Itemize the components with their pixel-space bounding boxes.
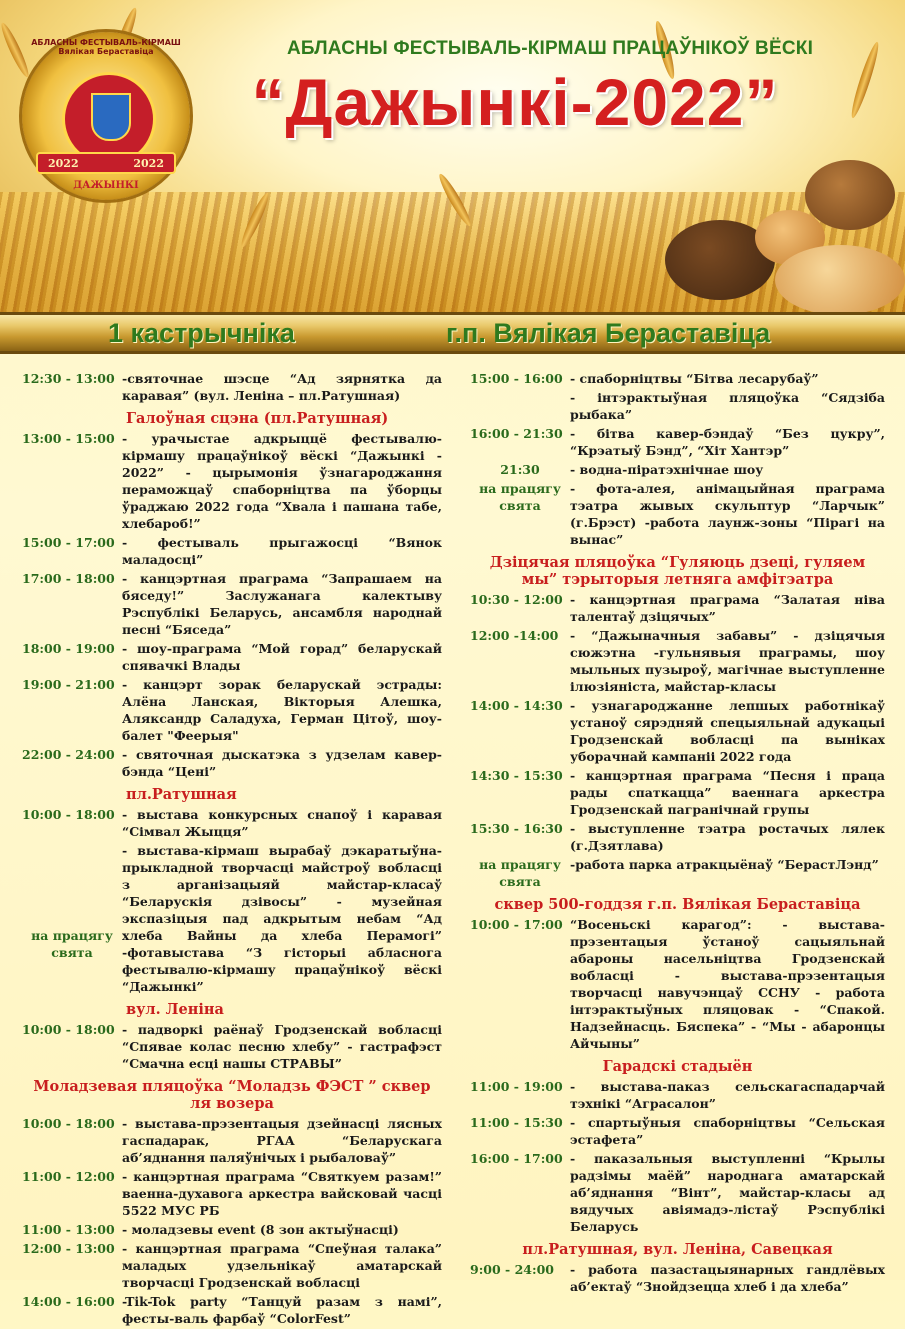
event-date: 1 кастрычніка: [108, 318, 295, 348]
section-heading: Дзіцячая пляцоўка “Гуляюць дзеці, гуляем мы” тэрыторыя летняга амфітэатра: [489, 554, 866, 588]
schedule-desc: - выстава конкурсных снапоў і каравая “Сімвал Жыцця”: [122, 807, 442, 839]
schedule-time: 14:00 - 16:00: [22, 1294, 115, 1309]
schedule-desc: - святочная дыскатэка з удзелам кавер-бэнда “Цені”: [122, 747, 442, 779]
event-place: г.п. Вялікая Бераставіца: [446, 318, 771, 348]
schedule-desc: “Восеньскі карагод”: - выстава-прэзентацыя ўстаноў сацыяльнай абароны насельніцтва Гродзенскай вобласці - выстава-прэзентацыя творчасці навучэнцаў ССНУ - работа інтэрактыўных пляцовак - “Спакой. Надзейнасць. Бяспека” - “Мы - абаронцы Айчыны”: [570, 917, 885, 1051]
schedule-desc: - фестываль прыгажосці “Вянок маладосці”: [122, 535, 442, 567]
schedule-row: [22, 1168, 442, 1219]
schedule-time: 10:00 - 18:00: [22, 1022, 115, 1037]
schedule-desc: - урачыстае адкрыццё фестывалю-кірмашу працаўнікоў вёскі “Дажынкі - 2022” - цырымонія ўзнагароджання пераможцаў спаборніцтва па ўборцы ўраджаю 2022 года “Хвала і пашана табе, хлебароб!”: [122, 431, 442, 531]
bread-basket-image: [645, 150, 905, 310]
schedule-time: 12:00 -14:00: [470, 628, 559, 643]
schedule-time: 14:00 - 14:30: [470, 698, 563, 713]
schedule-desc: - выступленне тэатра ростачых лялек (г.Дзятлава): [570, 821, 885, 853]
section-heading: пл.Ратушная: [126, 786, 237, 803]
schedule-desc: - канцэрт зорак беларускай эстрады: Алёна Ланская, Вікторыя Алешка, Аляксандр Саладуха, Герман Цітоў, шоу-балет "Феерыя": [122, 677, 442, 743]
schedule-desc: - выстава-прэзентацыя дзейнасці лясных гаспадарак, РГАА “Беларускага аб’яднання паляўнічых і рыбаловаў”: [122, 1116, 442, 1165]
schedule-row: [470, 1078, 885, 1112]
schedule-row: [470, 1150, 885, 1235]
schedule-row: [22, 1115, 442, 1166]
schedule-time: 21:30: [500, 462, 540, 477]
schedule-left-column: [22, 370, 442, 1329]
festival-title: “Дажынкі-2022”: [251, 65, 779, 139]
festival-emblem: [22, 32, 190, 200]
schedule-time: 15:00 - 16:00: [470, 371, 563, 386]
schedule-time: 18:00 - 19:00: [22, 641, 115, 656]
schedule-desc: - выстава-кірмаш вырабаў дэкаратыўна-прыкладной творчасці майстроў вобласці з арганізацыяй майстар-класаў “Беларускія дзівосы” - музейная экспазіцыя пад адкрытым небам “Ад хлеба Вайны да хлеба Перамогі” -фотавыстава “З гісторыі абласнога фестывалю-кірмашу працаўнікоў вёскі “Дажынкі”: [122, 843, 442, 994]
schedule-desc: - работа пазастацыянарных гандлёвых аб’ектаў “Знойдзецца хлеб і да хлеба”: [570, 1262, 885, 1294]
schedule-desc: -работа парка атракцыёнаў “БерастЛэнд”: [570, 857, 879, 872]
schedule-time: на працягу свята: [479, 481, 561, 513]
emblem-name: ДАЖЫНКІ: [73, 180, 139, 191]
emblem-ribbon: [36, 152, 176, 174]
coat-of-arms-icon: [91, 93, 131, 141]
schedule-desc: - канцэртная праграма “Залатая ніва талентаў дзіцячых”: [570, 592, 885, 624]
schedule-row: [22, 1021, 442, 1072]
schedule-time: 11:00 - 13:00: [22, 1222, 115, 1237]
schedule-desc: - канцэртная праграма “Святкуем разам!” ваенна-духавога аркестра вайсковай часці 5522 МУС РБ: [122, 1169, 442, 1218]
schedule-desc: -святочнае шэсце “Ад зярнятка да каравая” (вул. Леніна – пл.Ратушная): [122, 371, 442, 403]
schedule-time: 10:30 - 12:00: [470, 592, 563, 607]
schedule-time: 14:30 - 15:30: [470, 768, 563, 783]
schedule-desc: - падворкі раёнаў Гродзенскай вобласці “Спявае колас песню хлебу” - гастрафэст “Смачна есці нашы СТРАВЫ”: [122, 1022, 442, 1071]
schedule-desc: - “Дажыначныя забавы” - дзіцячыя сюжэтна -гульнявыя праграмы, шоу мыльных пузыроў, магічнае выступленне ілюзіяніста, майстар-класы: [570, 628, 885, 694]
schedule-row: [470, 480, 885, 548]
schedule-desc: - інтэрактыўная пляцоўка “Сядзіба рыбака”: [570, 390, 885, 422]
schedule-row: [470, 916, 885, 1052]
schedule-time: 11:00 - 12:00: [22, 1169, 115, 1184]
schedule-row: [470, 856, 885, 890]
schedule-row: [470, 1114, 885, 1148]
schedule-desc: - выстава-паказ сельскагаспадарчай тэхнікі “Аграсалон”: [570, 1079, 885, 1111]
schedule-time: 10:00 - 18:00: [22, 807, 115, 822]
schedule-time: 15:00 - 17:00: [22, 535, 115, 550]
schedule-desc: - спартыўныя спаборніцтвы “Сельская эстафета”: [570, 1115, 885, 1147]
schedule-desc: - шоу-праграма “Мой горад” беларускай спявачкі Влады: [122, 641, 442, 673]
schedule-desc: - паказальныя выступленні “Крылы радзімы маёй” народнага аматарскай аб’яднання “Вінт”, майстар-класы ад вядучых авіямадэ-лістаў Рэспублікі Беларусь: [570, 1151, 885, 1234]
schedule-desc: - канцэртная праграма “Спеўная талака” маладых удзельнікаў аматарскай творчасці Гродзенскай вобласці: [122, 1241, 442, 1290]
schedule-time: 13:00 - 15:00: [22, 431, 115, 446]
schedule-desc: - узнагароджанне лепшых работнікаў устаноў сярэдняй спецыяльнай адукацыі Гродзенскай вобласці па выніках уборачнай кампаніі 2022 года: [570, 698, 885, 764]
schedule-right-column: [470, 370, 885, 1297]
schedule-desc: - водна-піратэхнічнае шоу: [570, 462, 764, 477]
schedule-row: [470, 767, 885, 818]
emblem-year-right: 2022: [133, 156, 164, 170]
schedule-time: 12:30 - 13:00: [22, 371, 115, 386]
schedule-time: на працягу свята: [31, 928, 113, 960]
schedule-row: [470, 820, 885, 854]
schedule-time: 11:00 - 15:30: [470, 1115, 563, 1130]
schedule-desc: - моладзевы event (8 зон актыўнасці): [122, 1222, 399, 1237]
schedule-desc: - спаборніцтвы “Бітва лесарубаў”: [570, 371, 819, 386]
schedule-row: [22, 1221, 442, 1238]
schedule-row: [22, 1240, 442, 1291]
festival-subtitle: АБЛАСНЫ ФЕСТЫВАЛЬ-КІРМАШ ПРАЦАЎНІКОЎ ВЁСКІ: [286, 38, 814, 59]
schedule-row: [470, 627, 885, 695]
schedule-time: 16:00 - 17:00: [470, 1151, 563, 1166]
schedule-row: [470, 697, 885, 765]
schedule-row: [22, 370, 442, 404]
schedule-desc: - фота-алея, анімацыйная праграма тэатра жывых скульптур “Ларчык” (г.Брэст) -работа лаунж-зоны “Пірагі на вынас”: [570, 481, 885, 547]
bread-loaf-icon: [805, 160, 895, 230]
schedule-row: [22, 746, 442, 780]
schedule-row: [22, 534, 442, 568]
schedule-row: [22, 1293, 442, 1327]
schedule-desc: - канцэртная праграма “Песня і праца рады спаткацца” ваеннага аркестра Гродзенскай пагранічнай групы: [570, 768, 885, 817]
schedule-row: [470, 370, 885, 387]
schedule-time: 12:00 - 13:00: [22, 1241, 115, 1256]
schedule-time: 11:00 - 19:00: [470, 1079, 563, 1094]
schedule-time: 9:00 - 24:00: [470, 1262, 555, 1277]
emblem-year-left: 2022: [48, 156, 79, 170]
schedule-desc: -Tik-Tok party “Танцуй разам з намі”, фесты-валь фарбаў “ColorFest”: [122, 1294, 442, 1326]
header-poster: [0, 0, 905, 312]
schedule-row: [22, 842, 442, 995]
section-heading: вул. Леніна: [126, 1001, 224, 1018]
schedule-row: [22, 430, 442, 532]
schedule-time: на працягу свята: [479, 857, 561, 889]
schedule-row: [22, 570, 442, 638]
date-place-banner: [0, 312, 905, 354]
schedule-row: [470, 461, 885, 478]
section-heading: Моладзевая пляцоўка “Моладзь ФЭСТ ” сквер ля возера: [33, 1078, 431, 1112]
schedule-row: [470, 389, 885, 423]
schedule-time: 17:00 - 18:00: [22, 571, 115, 586]
schedule-row: [470, 1261, 885, 1295]
section-heading: пл.Ратушная, вул. Леніна, Савецкая: [522, 1241, 833, 1258]
schedule-time: 19:00 - 21:00: [22, 677, 115, 692]
schedule-time: 15:30 - 16:30: [470, 821, 563, 836]
schedule-desc: - канцэртная праграма “Запрашаем на бяседу!” Заслужанага калектыву Рэспублікі Беларусь, ансамбля народнай песні “Бяседа”: [122, 571, 442, 637]
schedule-desc: - бітва кавер-бэндаў “Без цукру”, “Крэатыў Бэнд”, “Хіт Хантэр”: [570, 426, 885, 458]
emblem-arc-text: АБЛАСНЫ ФЕСТЫВАЛЬ-КІРМАШ Вялікая Бераставіца: [31, 38, 181, 56]
schedule-row: [22, 676, 442, 744]
section-heading: Галоўная сцэна (пл.Ратушная): [126, 410, 389, 427]
section-heading: Гарадскі стадыён: [602, 1058, 753, 1075]
section-heading: сквер 500-годдзя г.п. Вялікая Бераставіца: [494, 896, 861, 913]
schedule-row: [22, 806, 442, 840]
schedule-time: 10:00 - 18:00: [22, 1116, 115, 1131]
bread-loaf-icon: [775, 245, 905, 312]
schedule-row: [22, 640, 442, 674]
schedule-time: 22:00 - 24:00: [22, 747, 115, 762]
schedule-time: 16:00 - 21:30: [470, 426, 563, 441]
schedule-time: 10:00 - 17:00: [470, 917, 563, 932]
schedule-row: [470, 425, 885, 459]
schedule-row: [470, 591, 885, 625]
